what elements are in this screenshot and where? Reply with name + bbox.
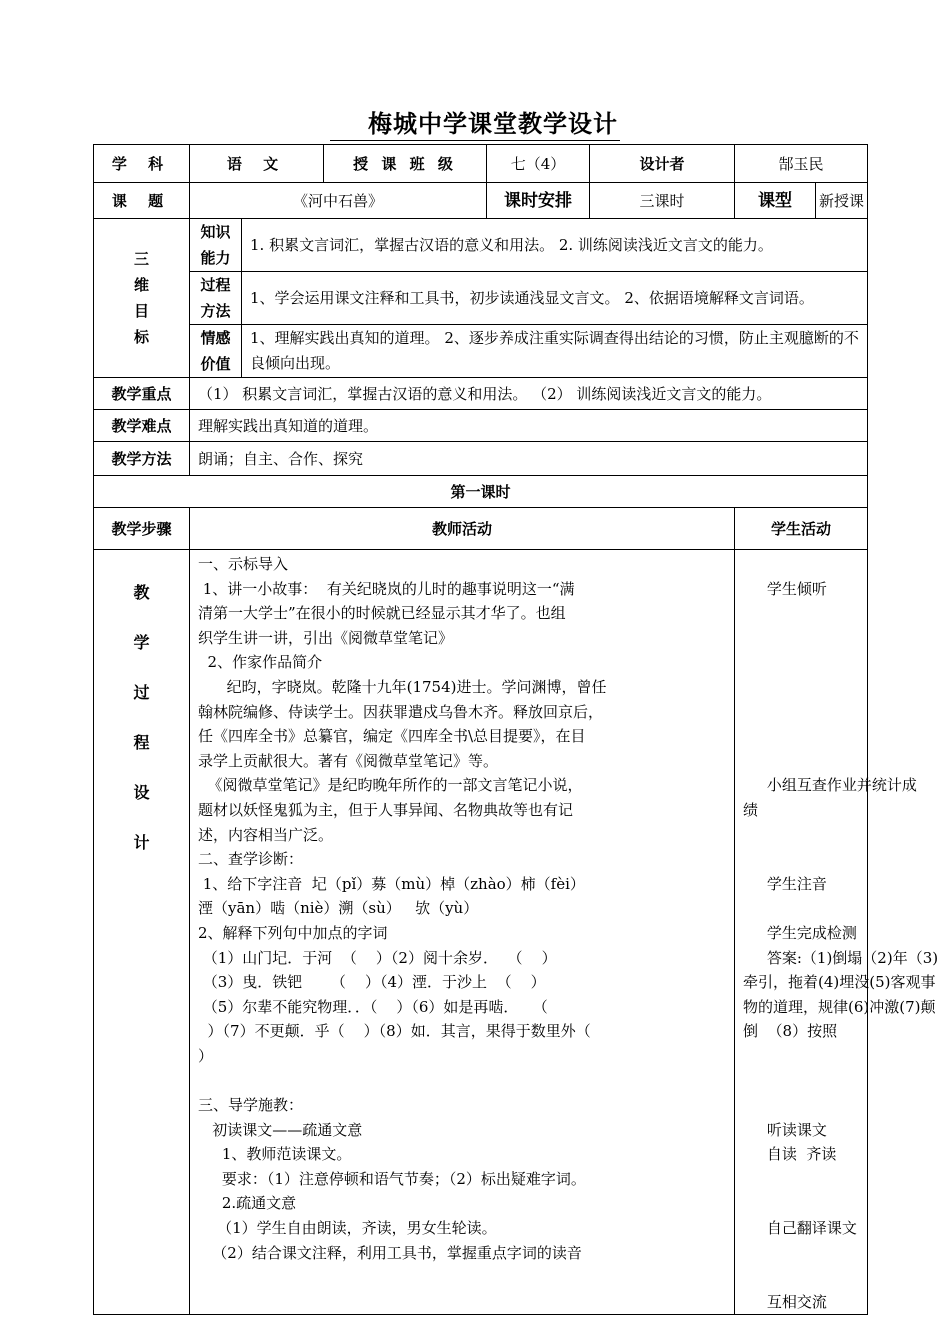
focus-label: 教学重点 [94,378,190,410]
difficulty-text: 理解实践出真知道的道理。 [190,410,868,442]
designer-value: 郜玉民 [735,145,868,183]
student-activity-line: 自己翻译课文 [743,1219,857,1238]
class-value: 七（4） [487,145,590,183]
steps-header: 教学步骤 [94,508,190,550]
student-activity-line: 学生注音 [743,874,827,893]
student-activity-line: 绩 [743,800,759,819]
teacher-activity-line: 2、作家作品简介 [198,653,323,672]
student-activity-line [743,675,861,700]
focus-row [94,378,868,410]
teacher-activity-line: 述，内容相当广泛。 [198,825,334,844]
focus-text: （1） 积累文言词汇，掌握古汉语的意义和用法。 （2） 训练阅读浅近文言文的能力。 [190,378,868,410]
student-activity-line: 牵引，拖着(4)埋没(5)客观事 [743,973,936,992]
difficulty-label: 教学难点 [94,410,190,442]
teacher-activity-line: （3）曳．铁钯 （ ）（4）湮．于沙上 （ ） [198,973,546,992]
goal-text-knowledge: 1. 积累文言词汇，掌握古汉语的意义和用法。 2. 训练阅读浅近文言文的能力。 [242,219,868,272]
student-activity-line [743,896,861,921]
student-activity-line: 听读课文 [743,1120,827,1139]
student-activity-line [743,552,861,577]
student-activity-line [743,749,861,774]
type-value: 新授课 [816,183,868,219]
teacher-activity-line: ）（7）不更颠．乎（ ）（8）如．其言，果得于数里外（ [198,1022,591,1041]
session-row [94,476,868,508]
student-activity-line: 学生倾听 [743,579,827,598]
difficulty-row [94,410,868,442]
teacher-activity-line: 清第一大学士”在很小的时候就已经显示其才华了。也组 [198,604,566,623]
teacher-activity-line: 1、讲一小故事： 有关纪晓岚的儿时的趣事说明这一“满 [198,579,575,598]
student-activity-line [743,601,861,626]
process-row [94,550,868,1315]
lesson-plan-table [93,144,939,1315]
goals-label: 三 维 目 标 [94,219,190,378]
subject-label: 学 科 [94,145,190,183]
teacher-activity-line: 录学上贡献很大。著有《阅微草堂笔记》等。 [198,751,499,770]
designer-label: 设计者 [590,145,735,183]
student-activity-line [743,1068,861,1093]
goal-category-knowledge: 知识 能力 [190,219,242,272]
teacher-activity-line: ） [198,1046,214,1065]
lesson-label: 课 题 [94,183,190,219]
teacher-activity-line: 1、教师范读课文。 [198,1145,352,1164]
page-title: 梅城中学课堂教学设计 [0,104,950,139]
teacher-activity-line: （5）尔辈不能究物理．．（ ）（6）如是再啮． （ [198,997,548,1016]
teacher-activity-line: 任《四库全书》总纂官，编定《四库全书\总目提要》，在目 [198,727,586,746]
teacher-activity-line: 三、导学施教： [198,1096,304,1115]
teacher-activity-line: 纪昀，字晓岚。乾隆十九年(1754)进士。学问渊博，曾任 [198,677,607,696]
student-activity-line [743,724,861,749]
teacher-activity-line: 织学生讲一讲，引出《阅微草堂笔记》 [198,628,454,647]
student-activity-line: 物的道理，规律(6)冲激(7)颠 [743,997,936,1016]
column-header-row [94,508,868,550]
student-activity-line: 学生完成检测 [743,923,857,942]
header-row-1 [94,145,868,183]
student-activity-line [743,650,861,675]
subject-value: 语 文 [190,145,324,183]
student-activity-line: 小组互查作业并统计成 [743,776,917,795]
student-activity-line: 互相交流 [743,1292,827,1311]
method-row [94,442,868,476]
class-label: 授 课 班 级 [324,145,487,183]
student-activity-line: 自读 齐读 [743,1145,837,1164]
teacher-activity-line: 初读课文——疏通文意 [198,1120,363,1139]
schedule-label: 课时安排 [487,183,590,219]
teacher-activity-line: 题材以妖怪鬼狐为主，但于人事异闻、名物典故等也有记 [198,800,574,819]
teacher-activity-line: （1）山门圮．于河 （ ）（2）阅十余岁． （ ） [198,948,557,967]
student-activity-line [743,1241,861,1266]
student-activity-line [743,847,861,872]
teacher-activity-line: （2）结合课文注释，利用工具书，掌握重点字词的读音 [198,1243,582,1262]
goal-row-process [94,272,868,325]
goal-text-process: 1、学会运用课文注释和工具书，初步读通浅显文言文。 2、依据语境解释文言词语。 [242,272,868,325]
teacher-activity-line: 一、示标导入 [198,555,289,573]
teacher-activity-line: 2.疏通文意 [198,1194,297,1213]
goal-row-emotion [94,325,868,378]
student-header: 学生活动 [735,508,868,550]
teacher-activity-line: 二、查学诊断： [198,850,304,869]
student-activity-line [743,1191,861,1216]
goal-row-knowledge [94,219,868,272]
student-activity-line [743,626,861,651]
student-activity-line [743,1167,861,1192]
student-activity-line [743,1044,861,1069]
schedule-value: 三课时 [590,183,735,219]
student-activity-line [743,1093,861,1118]
lesson-value: 《河中石兽》 [190,183,487,219]
student-activity-line [743,823,861,848]
method-label: 教学方法 [94,442,190,476]
teacher-header: 教师活动 [190,508,735,550]
teacher-activity-line: 《阅微草堂笔记》是纪昀晚年所作的一部文言笔记小说， [198,776,583,795]
teacher-activity-line: （1）学生自由朗读，齐读，男女生轮读。 [198,1219,497,1238]
teacher-activity-line: 湮（yān）啮（niè）溯（sù） 欤（yù） [198,899,479,918]
goal-category-process: 过程 方法 [190,272,242,325]
goal-text-emotion: 1、理解实践出真知的道理。 2、逐步养成注重实际调查得出结论的习惯，防止主观臆断的不良倾向出现。 [242,325,868,378]
student-activity-line: 倒 （8）按照 [743,1022,838,1041]
goal-category-emotion: 情感 价值 [190,325,242,378]
session-title: 第一课时 [94,476,868,508]
student-activity-line [743,1265,861,1290]
method-text: 朗诵；自主、合作、探究 [190,442,868,476]
teacher-activity-line: 1、给下字注音 圮（pǐ）募（mù）棹（zhào）柿（fèi） [198,874,585,893]
header-row-2 [94,183,868,219]
teacher-activity-line: 要求：（1）注意停顿和语气节奏；（2）标出疑难字词。 [198,1169,586,1188]
teacher-activity-line: 2、解释下列句中加点的字词 [198,923,388,942]
student-activities [735,550,939,1315]
type-label: 课型 [735,183,816,219]
teacher-activity-line [198,1068,728,1093]
teacher-activity-line: 翰林院编修、侍读学士。因获罪遣戍乌鲁木齐。释放回京后， [198,702,604,721]
teacher-activities [190,550,735,1315]
student-activity-line [743,700,861,725]
student-activity-line: 答案:（1)倒塌（2)年（3) [743,948,939,967]
process-label: 教 学 过 程 设 计 [94,550,190,1315]
